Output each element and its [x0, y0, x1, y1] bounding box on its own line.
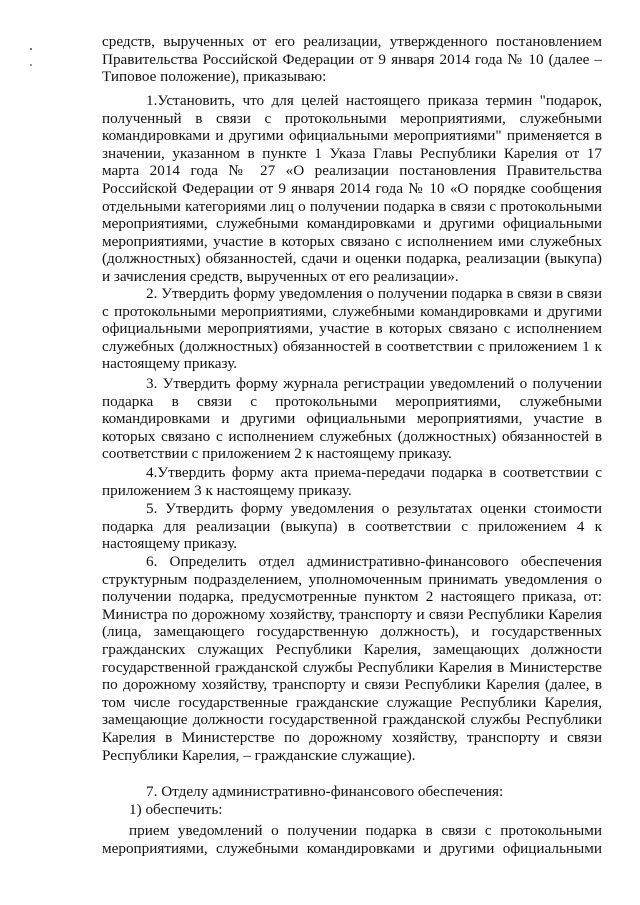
scan-artifact	[30, 48, 32, 50]
item-4-paragraph: 4.Утвердить форму акта приема-передачи подарка в соответствии с приложением 3 к настоящему приказу.	[102, 464, 602, 499]
item-7-sub-block	[102, 801, 602, 819]
item-1-block	[102, 92, 602, 286]
item-7-block	[102, 783, 602, 801]
intro-paragraph: средств, вырученных от его реализации, утвержденного постановлением Правительства Российской Федерации от 9 января 2014 года № 10 (далее – Типовое положение), приказываю:	[102, 33, 602, 86]
item-2-paragraph: 2. Утвердить форму уведомления о получении подарка в связи в связи с протокольными мероприятиями, служебными командировками и другими официальными мероприятиями, участие в которых связано с исполнением служебных (должностных) обязанностей в соответствии с приложением 1 к настоящему приказу.	[102, 285, 602, 373]
item-2-block	[102, 285, 602, 373]
item-3-paragraph: 3. Утвердить форму журнала регистрации уведомлений о получении подарка в связи с протокольными мероприятиями, служебными командировками и другими официальными мероприятиями, участие в которых связано с исполнением служебных (должностных) обязанностей в соответствии с приложением 2 к настоящему приказу.	[102, 375, 602, 463]
item-5-block	[102, 500, 602, 553]
item-4-block	[102, 464, 602, 499]
item-6-paragraph: 6. Определить отдел административно-финансового обеспечения структурным подразделением, уполномоченным принимать уведомления о получении подарка, предусмотренные пунктом 2 настоящего приказа, от: Министра по дорожному хозяйству, транспорту и связи Республики Карелия (лица, замещающего государственную должность), и государственных гражданских служащих Республики Карелия, замещающих должности государственной гражданской службы Республики Карелия в Министерстве по дорожному хозяйству, транспорту и связи Республики Карелия (далее, в том числе государственные гражданские служащие Республики Карелия, замещающие должности государственной гражданской службы Республики Карелия в Министерстве по дорожному хозяйству, транспорту и связи Республики Карелия, – гражданские служащие).	[102, 553, 602, 764]
item-6-block	[102, 553, 602, 764]
item-3-block	[102, 375, 602, 463]
intro-paragraph-block	[102, 33, 602, 86]
item-5-paragraph: 5. Утвердить форму уведомления о результатах оценки стоимости подарка для реализации (выкупа) в соответствии с приложением 4 к настоящему приказу.	[102, 500, 602, 553]
item-1-paragraph: 1.Установить, что для целей настоящего приказа термин "подарок, полученный в связи с протокольными мероприятиями, служебными командировками и другими официальными мероприятиями" применяется в значении, указанном в пункте 1 Указа Главы Республики Карелия от 17 марта 2014 года № 27 «О реализации постановления Правительства Российской Федерации от 9 января 2014 года № 10 «О порядке сообщения отдельными категориями лиц о получении подарка в связи с протокольными мероприятиями, служебными командировками и другими официальными мероприятиями, участие в которых связано с исполнением ими служебных (должностных) обязанностей, сдачи и оценки подарка, реализации (выкупа) и зачисления средств, вырученных от его реализации».	[102, 92, 602, 285]
item-7-text: прием уведомлений о получении подарка в связи с протокольными мероприятиями, служебными командировками и другими официальными	[102, 822, 602, 857]
item-7-text-block	[102, 822, 602, 857]
item-7-heading: 7. Отделу административно-финансового обеспечения:	[146, 783, 504, 800]
item-7-subitem: 1) обеспечить:	[129, 801, 223, 818]
scan-artifact	[30, 64, 32, 66]
